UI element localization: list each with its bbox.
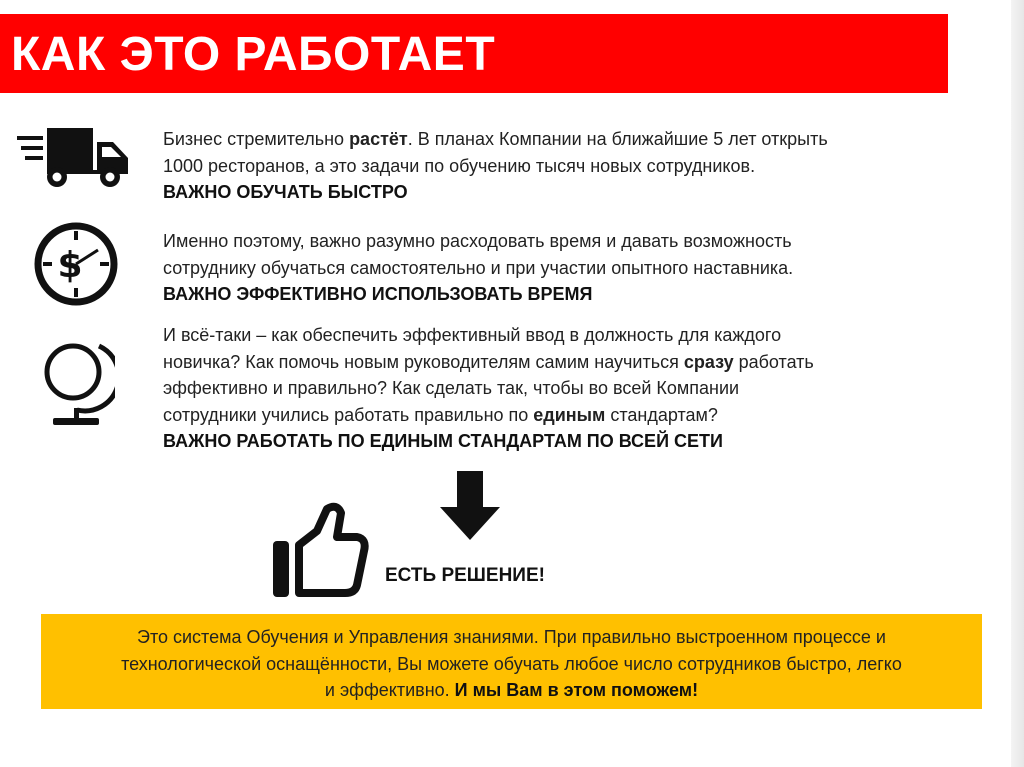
info-block-standards [163,322,943,455]
emphasis-text: И мы Вам в этом поможем! [454,680,699,700]
title-bar [0,14,948,93]
emphasis-text: растёт [349,129,408,149]
text-span: 1000 ресторанов, а это задачи по обучению тысяч новых сотрудников. [163,155,756,176]
globe-icon [37,336,115,428]
text-span: эффективно и правильно? Как сделать так, чтобы во всей Компании [163,378,740,398]
text-line [163,228,943,255]
text-span: новичка? Как помочь новым руководителям самим научиться [163,351,684,372]
text-span: технологической оснащённости, Вы можете обучать любое число сотрудников быстро, легко [121,653,902,674]
slide-edge [1011,0,1024,767]
text-line [163,126,943,153]
block-caption: ВАЖНО ОБУЧАТЬ БЫСТРО [163,182,408,202]
text-line [71,677,952,704]
text-line [163,375,943,402]
summary-box [41,614,982,709]
text-line [71,624,952,651]
text-span: . В планах Компании на ближайшие 5 лет открыть [407,129,828,149]
emphasis-text: сразу [683,351,734,372]
delivery-truck-icon [17,124,129,190]
block-caption: ВАЖНО РАБОТАТЬ ПО ЕДИНЫМ СТАНДАРТАМ ПО ВСЕЙ СЕТИ [163,431,723,451]
text-span: Именно поэтому, важно разумно расходовать время и давать возможность [163,231,792,251]
info-block-growth [163,126,943,206]
text-span: Бизнес стремительно [163,129,350,149]
thumbs-up-icon [271,501,371,601]
text-span: и эффективно. [324,680,455,700]
svg-text:$: $ [57,245,83,286]
text-span: сотруднику обучаться самостоятельно и при участии опытного наставника. [163,257,794,278]
text-line [163,322,943,349]
info-block-time [163,228,943,308]
text-span: стандартам? [605,404,718,425]
emphasis-text: единым [533,404,606,425]
text-span: И всё-таки – как обеспечить эффективный ввод в должность для каждого [163,325,782,345]
solution-label: ЕСТЬ РЕШЕНИЕ! [385,565,545,586]
block-caption: ВАЖНО ЭФФЕКТИВНО ИСПОЛЬЗОВАТЬ ВРЕМЯ [163,284,593,304]
text-line [163,255,943,282]
text-line [163,402,943,429]
clock-dollar-icon [32,220,120,308]
text-line [163,349,943,376]
arrow-down-icon [440,471,500,541]
text-span: работать [733,351,814,372]
text-span: сотрудники учились работать правильно по [163,404,534,425]
text-line [163,153,943,180]
page-title: КАК ЭТО РАБОТАЕТ [11,28,496,81]
text-span: Это система Обучения и Управления знаниями. При правильно выстроенном процессе и [137,627,886,647]
text-line [71,651,952,678]
